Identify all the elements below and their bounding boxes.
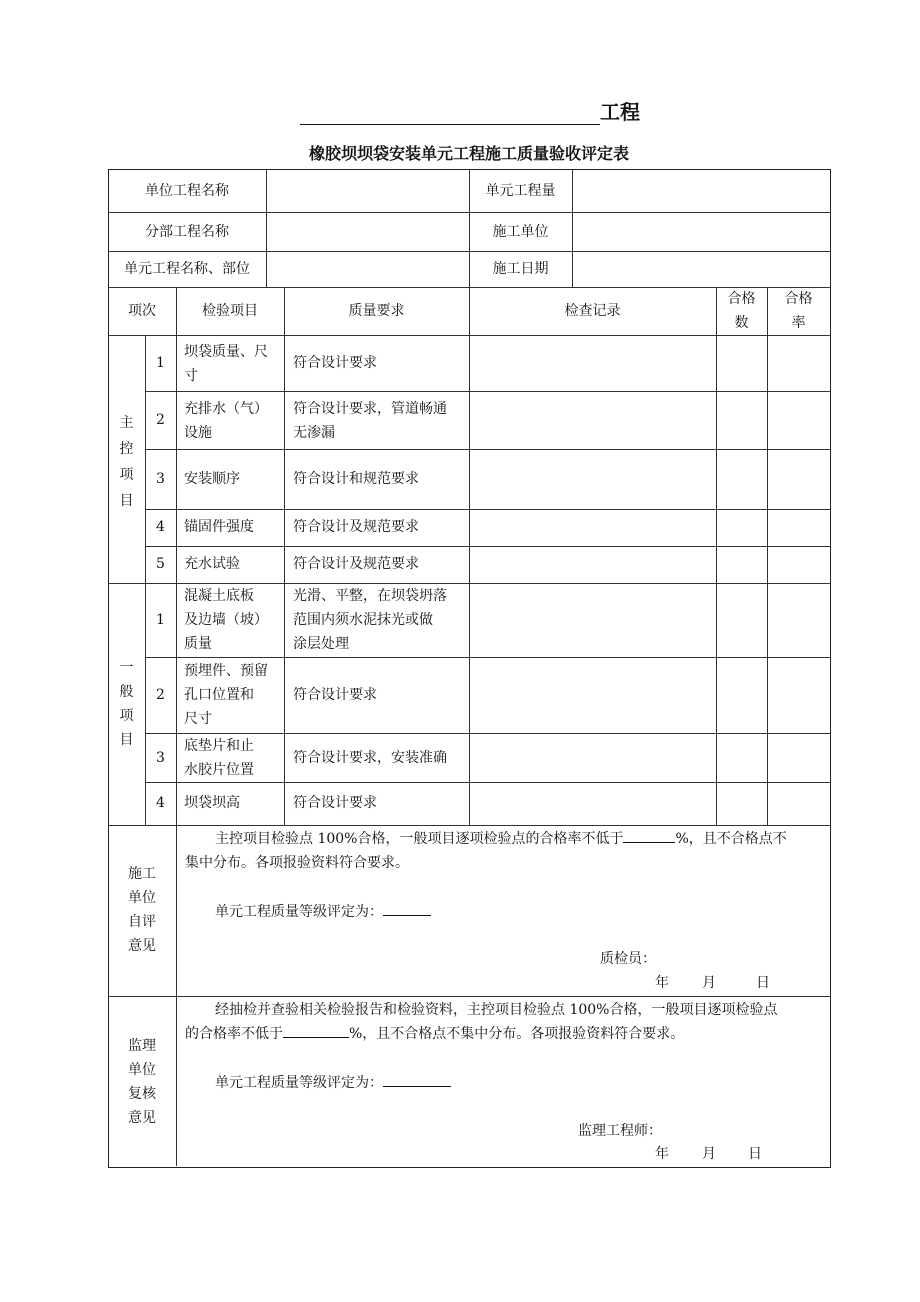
row-no: 3	[156, 471, 165, 487]
col-header-inspection-record: 检查记录	[564, 303, 621, 319]
construction-date-label: 施工日期	[492, 261, 549, 277]
row-item	[184, 734, 254, 782]
req-line: 无渗漏	[293, 425, 335, 441]
text-part: 的合格率不低于	[185, 1026, 283, 1042]
row-item: 坝袋坝高	[184, 795, 240, 811]
unit-quantity-label: 单元工程量	[485, 183, 556, 199]
row-no: 2	[156, 412, 165, 428]
supervisor-opinion-label	[108, 1034, 176, 1130]
grade-blank[interactable]	[383, 1072, 451, 1087]
label-char: 项	[119, 708, 134, 724]
general-items-label	[108, 656, 145, 752]
row-item: 充水试验	[184, 556, 240, 572]
contractor-grade-line	[215, 900, 431, 924]
col-divider	[176, 287, 177, 1166]
quality-inspector-label: 质检员：	[600, 951, 656, 967]
item-line: 水胶片位置	[184, 762, 254, 778]
item-line: 设施	[184, 425, 212, 441]
project-name-blank	[300, 124, 600, 125]
label-line: 监理	[128, 1038, 156, 1054]
main-control-label	[108, 410, 145, 514]
col-divider	[716, 287, 717, 825]
text-part: %，且不合格点不集中分布。各项报验资料符合要求。	[349, 1026, 685, 1042]
col-divider	[284, 287, 285, 825]
row-req: 符合设计及规范要求	[293, 519, 419, 535]
unit-project-name-label: 单位工程名称	[145, 183, 229, 199]
text-part: 主控项目检验点 100%合格，一般项目逐项检验点的合格率不低于	[215, 831, 624, 847]
item-line: 底垫片和止	[184, 738, 254, 754]
label-char: 一	[119, 660, 134, 676]
item-line: 质量	[184, 636, 212, 652]
month-label: 月	[702, 975, 716, 991]
item-line: 坝袋质量、尺	[184, 344, 268, 360]
element-name-location-label: 单元工程名称、部位	[124, 261, 250, 277]
label-line: 意见	[128, 1110, 156, 1126]
contractor-label: 施工单位	[492, 224, 549, 240]
supervisor-grade-line	[215, 1071, 451, 1095]
col-divider	[767, 287, 768, 825]
label-char: 目	[119, 732, 134, 748]
row-item	[184, 340, 268, 388]
row-divider	[145, 449, 830, 450]
contractor-opinion-line1	[215, 827, 787, 851]
row-req: 符合设计要求	[293, 687, 377, 703]
col-header-item-no: 项次	[128, 303, 156, 319]
row-no: 4	[156, 519, 165, 535]
label-line: 复核	[128, 1086, 156, 1102]
element-name-location-field[interactable]	[267, 252, 469, 287]
label-char: 目	[119, 493, 134, 509]
contractor-opinion-line2: 集中分布。各项报验资料符合要求。	[185, 855, 409, 871]
grade-blank[interactable]	[383, 901, 431, 916]
pass-count-line1: 合格	[727, 291, 756, 307]
year-label: 年	[655, 1146, 669, 1162]
pass-rate-line1: 合格	[784, 291, 813, 307]
label-line: 自评	[128, 914, 156, 930]
col-divider	[469, 287, 470, 825]
row-divider	[108, 996, 830, 997]
col-header-pass-rate	[767, 287, 830, 335]
row-req: 符合设计及规范要求	[293, 556, 419, 572]
text-part: %，且不合格点不	[675, 831, 787, 847]
day-label: 日	[756, 975, 770, 991]
row-no: 3	[156, 750, 165, 766]
item-line: 孔口位置和	[184, 687, 254, 703]
row-req: 符合设计要求，安装准确	[293, 750, 447, 766]
pass-rate-line2: 率	[791, 315, 806, 331]
day-label: 日	[748, 1146, 762, 1162]
item-line: 充排水（气）	[184, 401, 268, 417]
pass-count-line2: 数	[734, 315, 749, 331]
pass-rate-blank[interactable]	[623, 828, 675, 843]
row-divider	[145, 657, 830, 658]
unit-project-name-field[interactable]	[267, 170, 469, 212]
row-item: 安装顺序	[184, 471, 240, 487]
label-char: 主	[119, 415, 134, 431]
req-line: 范围内须水泥抹光或做	[293, 612, 433, 628]
row-no: 5	[156, 556, 165, 572]
row-divider	[145, 391, 830, 392]
label-char: 项	[119, 467, 134, 483]
item-line: 混凝土底板	[184, 588, 254, 604]
grade-label: 单元工程质量等级评定为：	[215, 904, 383, 920]
project-suffix: 工程	[600, 100, 640, 124]
pass-rate-blank[interactable]	[283, 1023, 349, 1038]
row-item	[184, 659, 268, 731]
row-req: 符合设计要求	[293, 795, 377, 811]
col-header-pass-count	[716, 287, 767, 335]
contractor-field[interactable]	[573, 213, 829, 251]
row-divider	[145, 546, 830, 547]
row-item	[184, 584, 268, 656]
supervising-engineer-label: 监理工程师：	[578, 1123, 662, 1139]
row-req	[293, 584, 447, 656]
col-header-inspection-item: 检验项目	[202, 303, 258, 319]
row-item: 锚固件强度	[184, 519, 254, 535]
contractor-opinion-label	[108, 862, 176, 958]
branch-project-name-label: 分部工程名称	[145, 224, 229, 240]
grade-label: 单元工程质量等级评定为：	[215, 1075, 383, 1091]
label-line: 单位	[128, 890, 156, 906]
form-title: 橡胶坝坝袋安装单元工程施工质量验收评定表	[308, 144, 629, 163]
label-line: 单位	[128, 1062, 156, 1078]
req-line: 符合设计要求，管道畅通	[293, 401, 447, 417]
construction-date-field[interactable]	[573, 252, 829, 287]
row-no: 4	[156, 795, 165, 811]
item-line: 尺寸	[184, 711, 212, 727]
row-req: 符合设计要求	[293, 355, 377, 371]
unit-quantity-field[interactable]	[573, 170, 829, 212]
row-divider	[145, 782, 830, 783]
item-line: 寸	[184, 368, 198, 384]
branch-project-name-field[interactable]	[267, 213, 469, 251]
label-line: 施工	[128, 866, 156, 882]
req-line: 光滑、平整，在坝袋坍落	[293, 588, 447, 604]
supervisor-opinion-line2	[185, 1022, 684, 1046]
row-req: 符合设计和规范要求	[293, 471, 419, 487]
item-line: 预埋件、预留	[184, 663, 268, 679]
row-divider	[108, 825, 830, 826]
item-line: 及边墙（坡）	[184, 612, 268, 628]
row-no: 2	[156, 687, 165, 703]
row-item	[184, 397, 268, 445]
month-label: 月	[702, 1146, 716, 1162]
label-line: 意见	[128, 938, 156, 954]
req-line: 涂层处理	[293, 636, 349, 652]
label-char: 般	[119, 684, 134, 700]
row-req	[293, 397, 447, 445]
supervisor-opinion-line1: 经抽检并查验相关检验报告和检验资料，主控项目检验点 100%合格，一般项目逐项检验点	[215, 1002, 778, 1018]
row-divider	[145, 509, 830, 510]
col-header-quality-req: 质量要求	[348, 303, 405, 319]
label-char: 控	[119, 441, 134, 457]
year-label: 年	[655, 975, 669, 991]
row-no: 1	[156, 612, 165, 628]
row-no: 1	[156, 355, 165, 371]
